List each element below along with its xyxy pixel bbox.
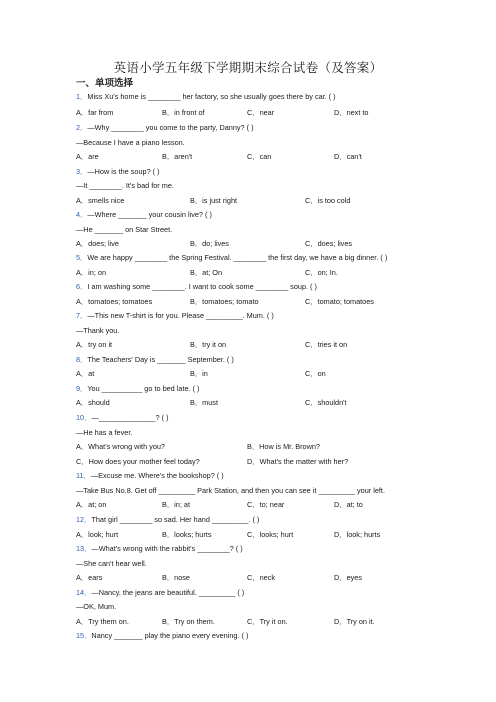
question-number: 1． xyxy=(76,92,88,101)
answer-option: C．to; near xyxy=(247,500,285,509)
answer-option: D．can't xyxy=(334,152,362,161)
answer-option: C．is too cold xyxy=(305,196,351,205)
question-stem xyxy=(76,311,274,321)
question-stem xyxy=(76,544,243,554)
answer-option: D．look; hurts xyxy=(334,530,381,539)
dialogue-line xyxy=(76,326,119,336)
question-number: 15． xyxy=(76,631,92,640)
line-text: That girl ________ so sad. Her hand _________. ( ) xyxy=(91,515,260,524)
answer-option: B．How is Mr. Brown? xyxy=(247,442,320,451)
answer-option: B．nose xyxy=(162,573,190,582)
answer-option: C．tries it on xyxy=(305,340,348,349)
line-text: Miss Xu's home is ________ her factory, so she usually goes there by car. ( ) xyxy=(87,92,336,101)
question-number: 10． xyxy=(76,413,92,422)
answer-option: C．shouldn't xyxy=(305,398,347,407)
answer-option: A．What's wrong with you? xyxy=(76,442,165,451)
line-text: —Nancy, the jeans are beautiful. _________ ( ) xyxy=(91,588,245,597)
question-number: 6． xyxy=(76,282,88,291)
answer-option: C．tomato; tomatoes xyxy=(305,297,374,306)
answer-option: C．on; In. xyxy=(305,268,338,277)
line-text: —He has a fever. xyxy=(76,428,133,437)
answer-option: B．at; On xyxy=(190,268,223,277)
answer-option: B．must xyxy=(190,398,218,407)
line-text: —Take Bus No.8. Get off _________ Park Station, and then you can see it _________ your left. xyxy=(76,486,385,495)
answer-option: B．do; lives xyxy=(190,239,229,248)
question-number: 9． xyxy=(76,384,88,393)
question-stem xyxy=(76,253,387,263)
answer-option: C．neck xyxy=(247,573,275,582)
page-title: 英语小学五年级下学期期末综合试卷（及答案） xyxy=(113,61,383,75)
question-stem xyxy=(76,515,259,525)
line-text: —How is the soup? ( ) xyxy=(87,167,160,176)
answer-option: A．look; hurt xyxy=(76,530,119,539)
answer-option: A．try on it xyxy=(76,340,113,349)
answer-option: B．try it on xyxy=(190,340,227,349)
question-stem xyxy=(76,631,248,641)
line-text: You __________ go to bed late. ( ) xyxy=(87,384,200,393)
answer-option: A．at xyxy=(76,369,95,378)
answer-option: B．tomatoes; tomato xyxy=(190,297,259,306)
question-stem xyxy=(76,210,212,220)
line-text: Nancy _______ play the piano every evening. ( ) xyxy=(91,631,249,640)
answer-option: B．in; at xyxy=(162,500,190,509)
question-stem xyxy=(76,355,234,365)
answer-option: C．How does your mother feel today? xyxy=(76,457,200,466)
dialogue-line xyxy=(76,181,174,191)
answer-option: C．can xyxy=(247,152,272,161)
answer-option: B．looks; hurts xyxy=(162,530,212,539)
question-number: 12． xyxy=(76,515,92,524)
line-text: —Thank you. xyxy=(76,326,120,335)
answer-option: A．tomatoes; tomatoes xyxy=(76,297,153,306)
question-number: 4． xyxy=(76,210,88,219)
line-text: I am washing some ________. I want to cook some ________ soup. ( ) xyxy=(87,282,317,291)
question-stem xyxy=(76,384,199,394)
line-text: —It ________. It's bad for me. xyxy=(76,181,174,190)
question-number: 5． xyxy=(76,253,88,262)
answer-option: C．Try it on. xyxy=(247,617,288,626)
line-text: —Excuse me. Where's the bookshop? ( ) xyxy=(90,471,224,480)
line-text: —______________? ( ) xyxy=(91,413,169,422)
line-text: —OK, Mum. xyxy=(76,602,117,611)
answer-option: B．Try on them. xyxy=(162,617,215,626)
question-number: 7． xyxy=(76,311,88,320)
line-text: —She can't hear well. xyxy=(76,559,147,568)
dialogue-line xyxy=(76,225,172,235)
dialogue-line xyxy=(76,486,385,496)
line-text: —He _______ on Star Street. xyxy=(76,225,173,234)
answer-option: A．Try them on. xyxy=(76,617,129,626)
question-stem xyxy=(76,282,317,292)
answer-option: C．near xyxy=(247,108,275,117)
answer-option: A．at; on xyxy=(76,500,107,509)
answer-option: A．smells nice xyxy=(76,196,125,205)
question-number: 14． xyxy=(76,588,92,597)
answer-option: A．far from xyxy=(76,108,114,117)
answer-option: A．should xyxy=(76,398,110,407)
answer-option: A．in; on xyxy=(76,268,107,277)
question-number: 8． xyxy=(76,355,88,364)
answer-option: B．is just right xyxy=(190,196,238,205)
question-number: 11． xyxy=(76,471,91,480)
question-stem xyxy=(76,167,160,177)
answer-option: C．on xyxy=(305,369,326,378)
answer-option: D．What's the matter with her? xyxy=(247,457,349,466)
answer-option: C．looks; hurt xyxy=(247,530,294,539)
question-number: 3． xyxy=(76,167,88,176)
question-number: 13． xyxy=(76,544,92,553)
dialogue-line xyxy=(76,138,185,148)
question-stem xyxy=(76,92,336,102)
question-stem xyxy=(76,413,169,423)
answer-option: D．Try on it. xyxy=(334,617,375,626)
line-text: —Because I have a piano lesson. xyxy=(76,138,185,147)
line-text: —What's wrong with the rabbit's ________? ( ) xyxy=(91,544,243,553)
dialogue-line xyxy=(76,602,116,612)
question-stem xyxy=(76,123,254,133)
question-stem xyxy=(76,471,224,481)
question-stem xyxy=(76,588,244,598)
answer-option: D．next to xyxy=(334,108,369,117)
line-text: We are happy ________ the Spring Festival. ________ the first day, we have a big dinner. ( ) xyxy=(87,253,388,262)
answer-option: D．eyes xyxy=(334,573,362,582)
answer-option: B．in front of xyxy=(162,108,205,117)
answer-option: A．are xyxy=(76,152,99,161)
question-number: 2． xyxy=(76,123,88,132)
answer-option: C．does; lives xyxy=(305,239,353,248)
dialogue-line xyxy=(76,428,132,438)
answer-option: D．at; to xyxy=(334,500,363,509)
line-text: The Teachers' Day is _______ September. ( ) xyxy=(87,355,234,364)
line-text: —Where _______ your cousin live? ( ) xyxy=(87,210,212,219)
section-heading: 一、单项选择 xyxy=(76,78,134,89)
dialogue-line xyxy=(76,559,147,569)
answer-option: B．in xyxy=(190,369,208,378)
line-text: —Why ________ you come to the party, Danny? ( ) xyxy=(87,123,254,132)
answer-option: A．ears xyxy=(76,573,103,582)
answer-option: A．does; live xyxy=(76,239,119,248)
answer-option: B．aren't xyxy=(162,152,193,161)
line-text: —This new T-shirt is for you. Please _________. Mum. ( ) xyxy=(87,311,274,320)
